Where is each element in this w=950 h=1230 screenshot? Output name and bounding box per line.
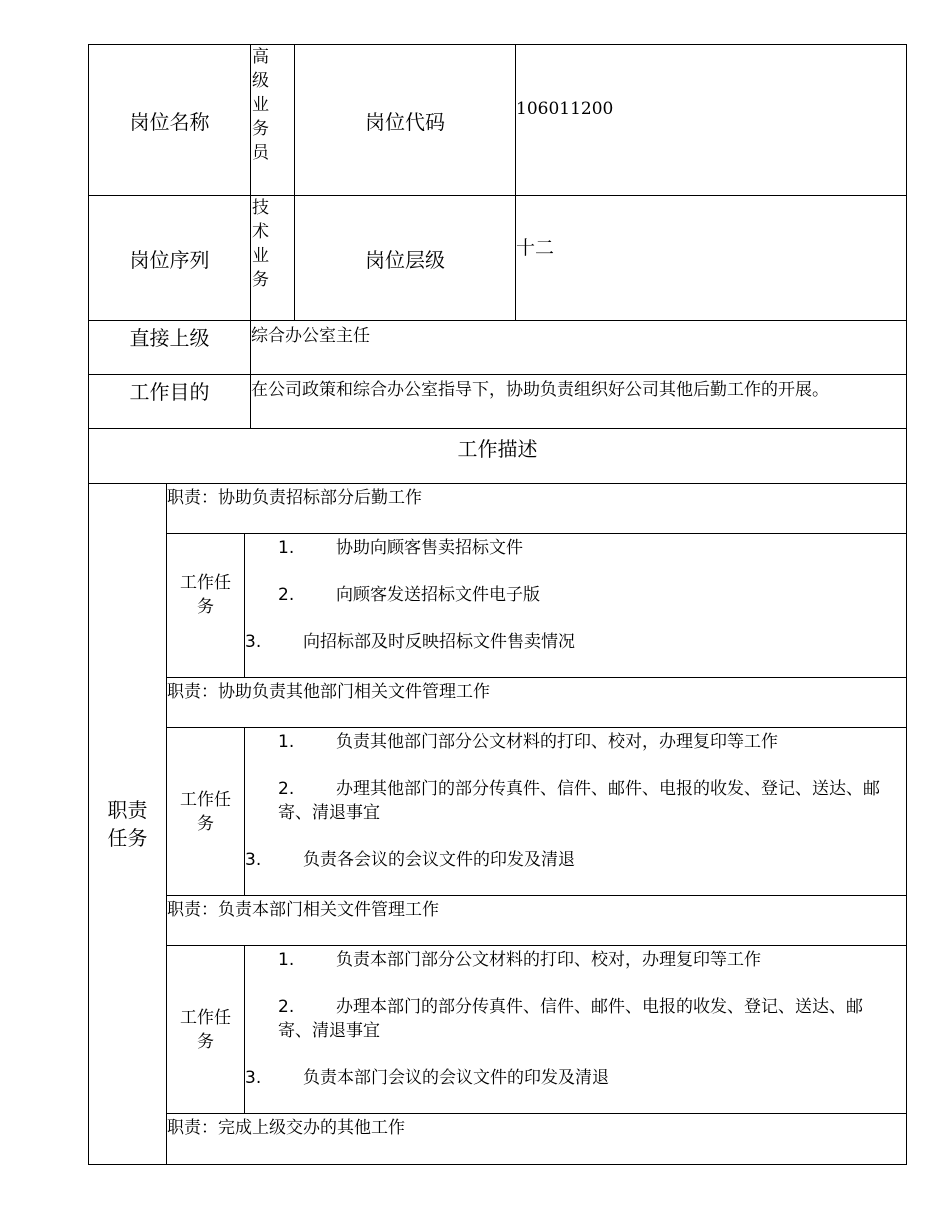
superior-value-cell bbox=[250, 320, 907, 375]
post-series-value: 技术业务 bbox=[252, 198, 269, 290]
duty-title: 职责：负责本部门相关文件管理工作 bbox=[167, 900, 439, 920]
duty-title: 职责：完成上级交办的其他工作 bbox=[167, 1118, 405, 1138]
duty-title-row bbox=[166, 677, 907, 728]
task-list bbox=[244, 533, 907, 678]
task-item: 3. 负责各会议的会议文件的印发及清退 bbox=[245, 850, 575, 870]
post-code-label: 岗位代码 bbox=[294, 44, 516, 196]
post-level-value-cell bbox=[515, 195, 907, 321]
post-code-value: 106011200 bbox=[516, 99, 614, 119]
duty-title: 职责：协助负责其他部门相关文件管理工作 bbox=[167, 682, 490, 702]
description-title: 工作描述 bbox=[457, 437, 538, 461]
task-label: 工作任务 bbox=[180, 1007, 231, 1052]
task-item: 1. 协助向顾客售卖招标文件 bbox=[278, 538, 523, 558]
superior-label: 直接上级 bbox=[88, 320, 251, 375]
post-code-value-cell bbox=[515, 44, 907, 196]
duties-label: 职责任务 bbox=[107, 798, 148, 850]
task-item: 2. 办理本部门的部分传真件、信件、邮件、电报的收发、登记、送达、邮寄、清退事宜 bbox=[278, 997, 863, 1041]
post-name-label: 岗位名称 bbox=[88, 44, 251, 196]
purpose-value-cell bbox=[250, 374, 907, 429]
post-level-value: 十二 bbox=[516, 237, 555, 259]
duties-label-cell bbox=[88, 483, 167, 1165]
duty-title-row bbox=[166, 1113, 907, 1165]
task-list bbox=[244, 727, 907, 896]
task-label: 工作任务 bbox=[180, 789, 231, 834]
superior-value: 综合办公室主任 bbox=[251, 326, 370, 346]
duty-title-row bbox=[166, 895, 907, 946]
task-label-cell bbox=[166, 533, 245, 678]
task-list bbox=[244, 945, 907, 1114]
task-item: 2. 办理其他部门的部分传真件、信件、邮件、电报的收发、登记、送达、邮寄、清退事宜 bbox=[278, 779, 880, 823]
task-label: 工作任务 bbox=[180, 572, 231, 617]
task-label-cell bbox=[166, 727, 245, 896]
task-item: 3. 负责本部门会议的会议文件的印发及清退 bbox=[245, 1068, 609, 1088]
task-label-cell bbox=[166, 945, 245, 1114]
description-title-cell bbox=[88, 428, 907, 484]
duty-title: 职责：协助负责招标部分后勤工作 bbox=[167, 488, 422, 508]
purpose-value: 在公司政策和综合办公室指导下，协助负责组织好公司其他后勤工作的开展。 bbox=[251, 380, 829, 400]
post-series-value-cell bbox=[250, 195, 295, 321]
task-item: 1. 负责其他部门部分公文材料的打印、校对，办理复印等工作 bbox=[278, 732, 778, 752]
task-item: 2. 向顾客发送招标文件电子版 bbox=[278, 585, 540, 605]
post-name-value-cell bbox=[250, 44, 295, 196]
purpose-label: 工作目的 bbox=[88, 374, 251, 429]
post-level-label: 岗位层级 bbox=[294, 195, 516, 321]
post-name-value: 高级业务员 bbox=[252, 47, 269, 163]
duty-title-row bbox=[166, 483, 907, 534]
task-item: 1. 负责本部门部分公文材料的打印、校对，办理复印等工作 bbox=[278, 950, 761, 970]
task-item: 3. 向招标部及时反映招标文件售卖情况 bbox=[245, 632, 575, 652]
post-series-label: 岗位序列 bbox=[88, 195, 251, 321]
